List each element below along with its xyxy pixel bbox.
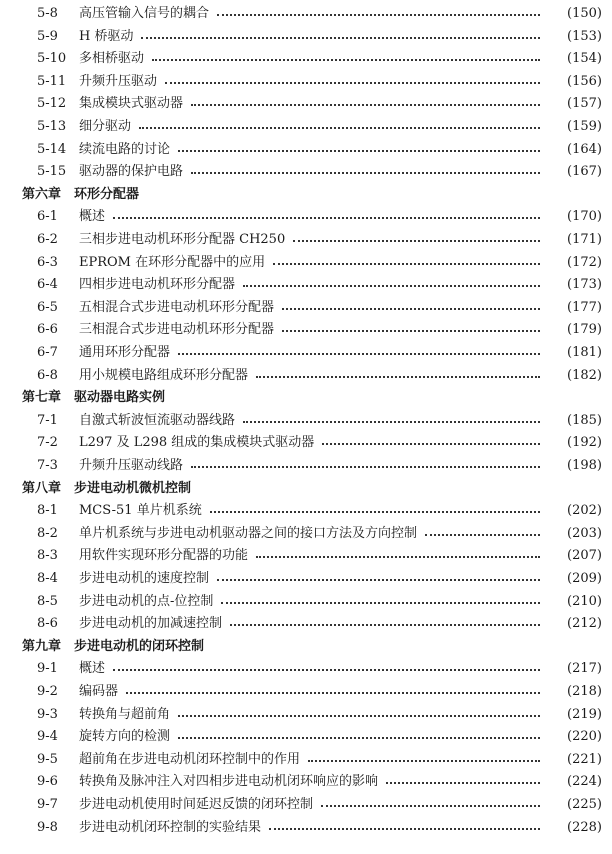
dot-leader — [322, 443, 540, 445]
page-number: (217) — [567, 661, 602, 677]
toc-entry — [0, 251, 612, 274]
page-number: (219) — [567, 706, 602, 722]
section-title: 续流电路的讨论 — [79, 141, 171, 157]
page-number: (172) — [567, 254, 602, 270]
section-number: 6-2 — [37, 232, 58, 247]
dot-leader — [282, 308, 540, 310]
section-title: 集成模块式驱动器 — [79, 96, 184, 112]
section-number: 5-8 — [37, 6, 58, 21]
section-number: 8-4 — [37, 571, 58, 586]
section-number: 5-9 — [37, 28, 58, 44]
dot-leader — [217, 14, 540, 16]
page-number: (202) — [567, 503, 602, 519]
section-number: 9-8 — [37, 819, 58, 835]
section-number: 5-14 — [37, 141, 67, 157]
page-number: (150) — [567, 6, 602, 21]
dot-leader — [191, 466, 540, 468]
section-number: 6-1 — [37, 209, 58, 225]
section-number: 9-6 — [37, 774, 58, 790]
dot-leader — [282, 330, 540, 332]
page-number: (171) — [567, 232, 602, 247]
section-number: 5-11 — [37, 73, 67, 89]
section-title: 升频升压驱动 — [79, 73, 158, 89]
dot-leader — [217, 579, 540, 581]
page-number: (198) — [567, 458, 602, 473]
toc-entry — [0, 25, 612, 48]
page-number: (192) — [567, 435, 602, 451]
page-number: (177) — [567, 299, 602, 315]
toc-entry — [0, 296, 612, 319]
section-title: 自激式斩波恒流驱动器线路 — [79, 412, 236, 428]
toc-entry — [0, 138, 612, 161]
chapter-title: 第九章 步进电动机的闭环控制 — [22, 638, 205, 654]
page-number: (164) — [567, 141, 602, 157]
section-title: 步进电动机闭环控制的实验结果 — [79, 819, 262, 835]
section-title: 步进电动机的加减速控制 — [79, 616, 223, 632]
dot-leader — [243, 285, 540, 287]
page-number: (167) — [567, 164, 602, 180]
page-number: (154) — [567, 51, 602, 67]
toc-entry — [0, 364, 612, 387]
page-number: (228) — [567, 819, 602, 835]
page-number: (209) — [567, 571, 602, 586]
dot-leader — [141, 37, 540, 39]
chapter-title: 第六章 环形分配器 — [22, 186, 140, 202]
section-number: 5-12 — [37, 96, 67, 112]
toc-entry — [0, 522, 612, 545]
section-number: 6-3 — [37, 254, 58, 270]
toc-entry — [0, 703, 612, 726]
chapter-heading — [0, 477, 612, 500]
toc-entry — [0, 70, 612, 93]
toc-entry — [0, 567, 612, 590]
section-title: 五相混合式步进电动机环形分配器 — [79, 299, 275, 315]
dot-leader — [165, 82, 540, 84]
section-number: 6-6 — [37, 322, 58, 338]
dot-leader — [178, 737, 540, 739]
section-title: 步进电动机使用时间延迟反馈的闭环控制 — [79, 797, 314, 812]
section-number: 8-2 — [37, 525, 58, 541]
section-number: 7-1 — [37, 412, 58, 428]
dot-leader — [425, 534, 540, 536]
dot-leader — [126, 692, 540, 694]
dot-leader — [243, 421, 540, 423]
dot-leader — [321, 805, 540, 807]
dot-leader — [293, 240, 540, 242]
toc-entry — [0, 793, 612, 816]
section-title: 四相步进电动机环形分配器 — [79, 277, 236, 293]
toc-entry — [0, 454, 612, 477]
toc-entry — [0, 228, 612, 251]
dot-leader — [308, 760, 540, 762]
section-title: 用小规模电路组成环形分配器 — [79, 367, 249, 383]
section-number: 8-5 — [37, 593, 58, 609]
toc-entry — [0, 657, 612, 680]
toc-entry — [0, 544, 612, 567]
dot-leader — [269, 828, 540, 830]
dot-leader — [191, 172, 540, 174]
section-title: 单片机系统与步进电动机驱动器之间的接口方法及方向控制 — [79, 525, 418, 541]
page-number: (212) — [567, 616, 602, 632]
section-title: 编码器 — [79, 684, 119, 699]
page-number: (220) — [567, 729, 602, 745]
dot-leader — [256, 556, 540, 558]
toc-entry — [0, 499, 612, 522]
toc-entry — [0, 748, 612, 771]
toc-entry — [0, 205, 612, 228]
section-title: 升频升压驱动线路 — [79, 458, 184, 473]
page-number: (181) — [567, 345, 602, 360]
page-number: (173) — [567, 277, 602, 293]
page-number: (225) — [567, 797, 602, 812]
section-number: 9-3 — [37, 706, 58, 722]
dot-leader — [221, 602, 540, 604]
section-title: 三相混合式步进电动机环形分配器 — [79, 322, 275, 338]
section-number: 9-2 — [37, 684, 58, 699]
toc-entry — [0, 92, 612, 115]
section-number: 9-4 — [37, 729, 58, 745]
section-title: 概述 — [79, 661, 106, 677]
section-number: 5-13 — [37, 119, 67, 134]
toc-entry — [0, 318, 612, 341]
section-number: 9-7 — [37, 797, 58, 812]
section-title: 概述 — [79, 209, 106, 225]
toc-entry — [0, 341, 612, 364]
page-number: (221) — [567, 751, 602, 767]
section-number: 5-15 — [37, 164, 67, 180]
page-number: (179) — [567, 322, 602, 338]
toc-entry — [0, 160, 612, 183]
page-number: (207) — [567, 548, 602, 564]
chapter-heading — [0, 635, 612, 658]
dot-leader — [386, 782, 540, 784]
dot-leader — [256, 376, 540, 378]
dot-leader — [191, 104, 540, 106]
chapter-title: 第七章 驱动器电路实例 — [22, 390, 166, 406]
section-number: 9-1 — [37, 661, 58, 677]
section-number: 8-1 — [37, 503, 58, 519]
section-number: 6-4 — [37, 277, 58, 293]
page-number: (185) — [567, 412, 602, 428]
section-title: 超前角在步进电动机闭环控制中的作用 — [79, 751, 301, 767]
toc-entry — [0, 47, 612, 70]
section-title: MCS-51 单片机系统 — [79, 503, 202, 519]
toc-entry — [0, 2, 612, 25]
section-number: 7-2 — [37, 435, 58, 451]
toc-entry — [0, 725, 612, 748]
section-number: 5-10 — [37, 51, 67, 67]
section-title: 高压管输入信号的耦合 — [79, 6, 210, 21]
chapter-heading — [0, 183, 612, 206]
section-number: 6-5 — [37, 299, 58, 315]
section-title: 旋转方向的检测 — [79, 729, 171, 745]
page-number: (170) — [567, 209, 602, 225]
toc-entry — [0, 770, 612, 793]
page-number: (210) — [567, 593, 602, 609]
dot-leader — [178, 150, 540, 152]
section-number: 8-3 — [37, 548, 58, 564]
section-number: 6-8 — [37, 367, 58, 383]
page-number: (159) — [567, 119, 602, 134]
toc-entry — [0, 115, 612, 138]
dot-leader — [178, 353, 540, 355]
page-number: (218) — [567, 684, 602, 699]
page-number: (182) — [567, 367, 602, 383]
toc-entry — [0, 680, 612, 703]
dot-leader — [210, 511, 540, 513]
section-title: 步进电动机的点-位控制 — [79, 593, 214, 609]
chapter-heading — [0, 386, 612, 409]
chapter-title: 第八章 步进电动机微机控制 — [22, 480, 192, 496]
section-number: 6-7 — [37, 345, 58, 360]
page-number: (203) — [567, 525, 602, 541]
page-number: (153) — [567, 28, 602, 44]
toc-entry — [0, 612, 612, 635]
dot-leader — [178, 715, 540, 717]
dot-leader — [113, 217, 540, 219]
section-title: EPROM 在环形分配器中的应用 — [79, 254, 266, 270]
section-title: 用软件实现环形分配器的功能 — [79, 548, 249, 564]
toc-entry — [0, 273, 612, 296]
section-title: 转换角与超前角 — [79, 706, 171, 722]
toc-entry — [0, 409, 612, 432]
section-title: 多相桥驱动 — [79, 51, 145, 67]
toc-entry — [0, 431, 612, 454]
section-title: 驱动器的保护电路 — [79, 164, 184, 180]
dot-leader — [152, 59, 540, 61]
section-title: 转换角及脉冲注入对四相步进电动机闭环响应的影响 — [79, 774, 379, 790]
section-title: L297 及 L298 组成的集成模块式驱动器 — [79, 435, 315, 451]
toc-entry — [0, 590, 612, 613]
dot-leader — [113, 669, 540, 671]
section-number: 9-5 — [37, 751, 58, 767]
toc-entry — [0, 816, 612, 839]
section-title: 细分驱动 — [79, 119, 132, 134]
dot-leader — [139, 127, 540, 129]
page-number: (157) — [567, 96, 602, 112]
section-number: 8-6 — [37, 616, 58, 632]
section-title: H 桥驱动 — [79, 28, 134, 44]
section-title: 通用环形分配器 — [79, 345, 171, 360]
page-number: (224) — [567, 774, 602, 790]
section-title: 步进电动机的速度控制 — [79, 571, 210, 586]
dot-leader — [273, 263, 540, 265]
page-number: (156) — [567, 73, 602, 89]
section-number: 7-3 — [37, 458, 58, 473]
dot-leader — [230, 624, 540, 626]
section-title: 三相步进电动机环形分配器 CH250 — [79, 232, 286, 247]
